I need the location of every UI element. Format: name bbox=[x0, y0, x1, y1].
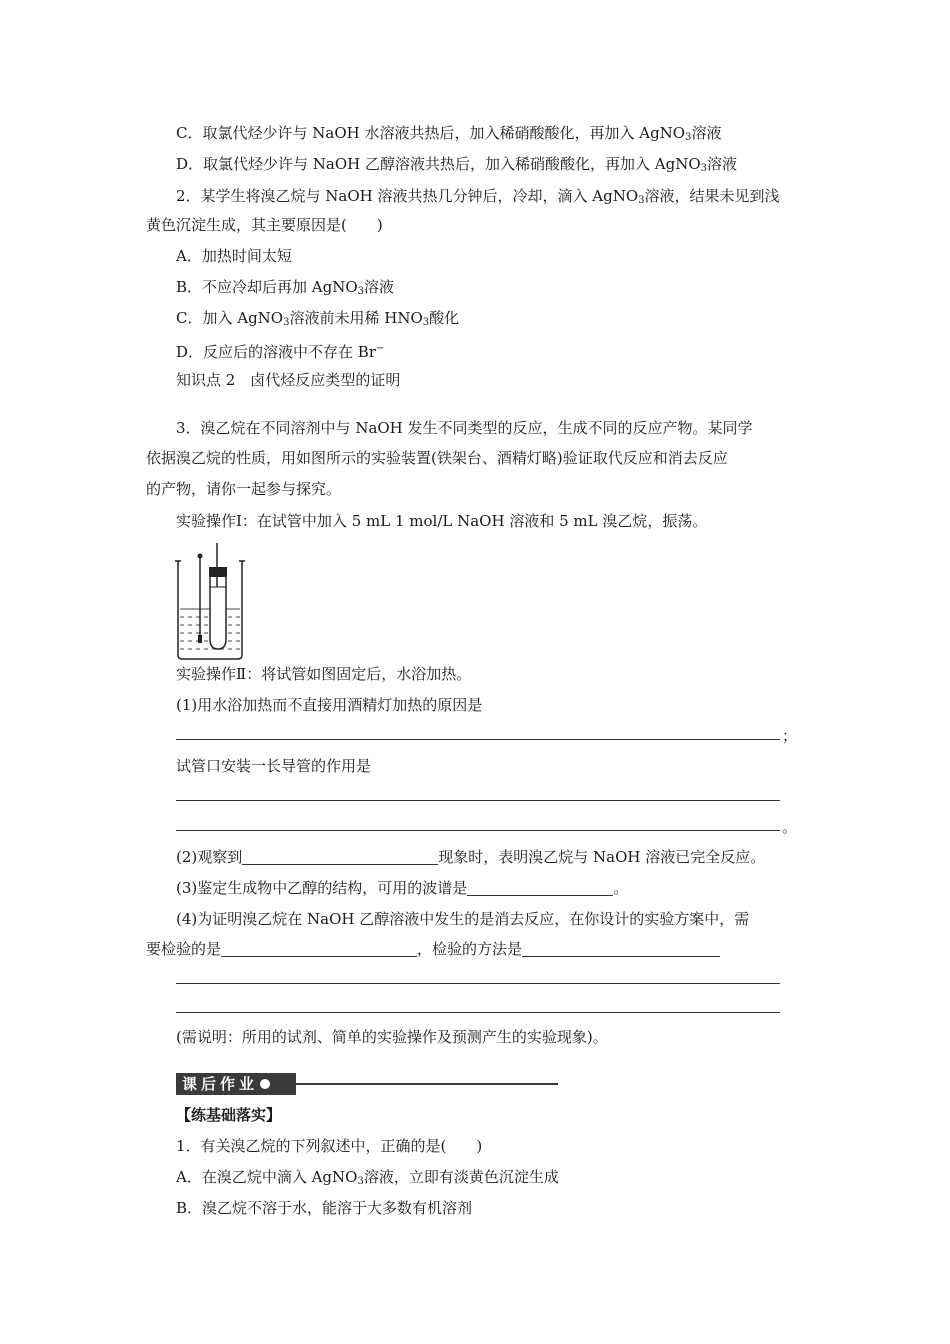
answer-line[interactable] bbox=[176, 739, 780, 740]
q3-sub4-mid: ，检验的方法是 bbox=[417, 940, 523, 958]
q3-sub4-line2 bbox=[146, 939, 720, 959]
answer-blank[interactable] bbox=[467, 881, 613, 896]
answer-line[interactable] bbox=[176, 983, 780, 984]
q2-stem-line1 bbox=[176, 186, 780, 211]
q2-option-c-text: C．加入 AgNO bbox=[176, 309, 284, 327]
q3-sub2 bbox=[176, 847, 765, 867]
q3-stem-line1: 3．溴乙烷在不同溶剂中与 NaOH 发生不同类型的反应，生成不同的反应产物。某同学 bbox=[176, 419, 753, 437]
option-c-text-end: 溶液 bbox=[691, 124, 722, 142]
subscript: 3 bbox=[357, 1176, 364, 1187]
semicolon: ； bbox=[782, 727, 798, 745]
q3-sub1b: 试管口安装一长导管的作用是 bbox=[176, 757, 372, 775]
experiment-apparatus-figure bbox=[172, 543, 250, 663]
answer-blank[interactable] bbox=[522, 942, 720, 957]
q3-sub3 bbox=[176, 878, 628, 898]
q3-sub3-text-end: 。 bbox=[613, 879, 629, 897]
q3-stem-line2: 依据溴乙烷的性质，用如图所示的实验装置(铁架台、酒精灯略)验证取代反应和消去反应 bbox=[146, 449, 728, 467]
homework-banner-label: 课后作业 bbox=[182, 1075, 259, 1093]
q2-option-d bbox=[176, 339, 384, 362]
banner-divider bbox=[296, 1083, 558, 1085]
option-d bbox=[176, 154, 737, 179]
answer-blank[interactable] bbox=[242, 850, 438, 865]
subscript: 3 bbox=[357, 286, 365, 297]
q3-sub1: (1)用水浴加热而不直接用酒精灯加热的原因是 bbox=[176, 696, 483, 714]
answer-line[interactable] bbox=[176, 800, 780, 801]
q2-option-c-mid: 溶液前未用稀 HNO bbox=[289, 309, 423, 327]
q2-option-d-text: D．反应后的溶液中不存在 Br bbox=[176, 343, 376, 361]
q2-option-a: A．加热时间太短 bbox=[176, 247, 292, 265]
subscript: 3 bbox=[422, 317, 430, 328]
q3-sub2-text: (2)观察到 bbox=[176, 848, 243, 866]
superscript: − bbox=[376, 343, 385, 354]
hw-q1-option-a-end: 溶液，立即有淡黄色沉淀生成 bbox=[363, 1168, 559, 1186]
q2-option-c bbox=[176, 308, 459, 333]
q3-sub4-line1: (4)为证明溴乙烷在 NaOH 乙醇溶液中发生的是消去反应，在你设计的实验方案中，需 bbox=[176, 910, 750, 928]
subscript: 3 bbox=[638, 195, 645, 206]
answer-line[interactable] bbox=[176, 1012, 780, 1013]
q2-stem-line2: 黄色沉淀生成，其主要原因是( ) bbox=[146, 216, 383, 234]
q2-stem-text: 2．某学生将溴乙烷与 NaOH 溶液共热几分钟后，冷却，滴入 AgNO bbox=[176, 187, 639, 205]
q3-sub4-text: 要检验的是 bbox=[146, 940, 222, 958]
subscript: 3 bbox=[685, 132, 692, 143]
q2-stem-text-end: 溶液，结果未见到浅 bbox=[644, 187, 780, 205]
bullet-icon bbox=[260, 1079, 270, 1089]
q2-option-b-text: B．不应冷却后再加 AgNO bbox=[176, 278, 358, 296]
knowledge-point-heading: 知识点 2 卤代烃反应类型的证明 bbox=[176, 371, 401, 389]
option-c-text: C．取氯代烃少许与 NaOH 水溶液共热后，加入稀硝酸酸化，再加入 AgNO bbox=[176, 124, 686, 142]
answer-blank[interactable] bbox=[221, 942, 417, 957]
q2-option-b bbox=[176, 277, 394, 302]
hw-q1-option-a-text: A．在溴乙烷中滴入 AgNO bbox=[176, 1168, 358, 1186]
q3-operation-2: 实验操作Ⅱ：将试管如图固定后，水浴加热。 bbox=[176, 665, 472, 683]
option-d-text: D．取氯代烃少许与 NaOH 乙醇溶液共热后，加入稀硝酸酸化，再加入 AgNO bbox=[176, 155, 701, 173]
q3-stem-line3: 的产物，请你一起参与探究。 bbox=[146, 480, 342, 498]
homework-banner bbox=[176, 1073, 296, 1095]
answer-line[interactable] bbox=[176, 830, 780, 831]
q3-operation-1: 实验操作Ⅰ：在试管中加入 5 mL 1 mol/L NaOH 溶液和 5 mL 溴乙烷，振荡。 bbox=[176, 512, 708, 530]
hw-q1-option-a bbox=[176, 1167, 559, 1192]
q3-sub3-text: (3)鉴定生成物中乙醇的结构，可用的波谱是 bbox=[176, 879, 468, 897]
hw-q1-option-b: B．溴乙烷不溶于水，能溶于大多数有机溶剂 bbox=[176, 1199, 473, 1217]
hw-q1-stem: 1．有关溴乙烷的下列叙述中，正确的是( ) bbox=[176, 1137, 483, 1155]
q2-option-c-end: 酸化 bbox=[429, 309, 460, 327]
q3-sub2-text-end: 现象时，表明溴乙烷与 NaOH 溶液已完全反应。 bbox=[438, 848, 766, 866]
subscript: 3 bbox=[283, 317, 290, 328]
q2-option-b-end: 溶液 bbox=[364, 278, 395, 296]
period: 。 bbox=[782, 818, 798, 836]
option-d-text-end: 溶液 bbox=[707, 155, 738, 173]
subscript: 3 bbox=[700, 163, 708, 174]
section-heading: 【练基础落实】 bbox=[176, 1106, 282, 1124]
q3-note: (需说明：所用的试剂、简单的实验操作及预测产生的实验现象)。 bbox=[176, 1028, 608, 1046]
option-c bbox=[176, 123, 721, 148]
